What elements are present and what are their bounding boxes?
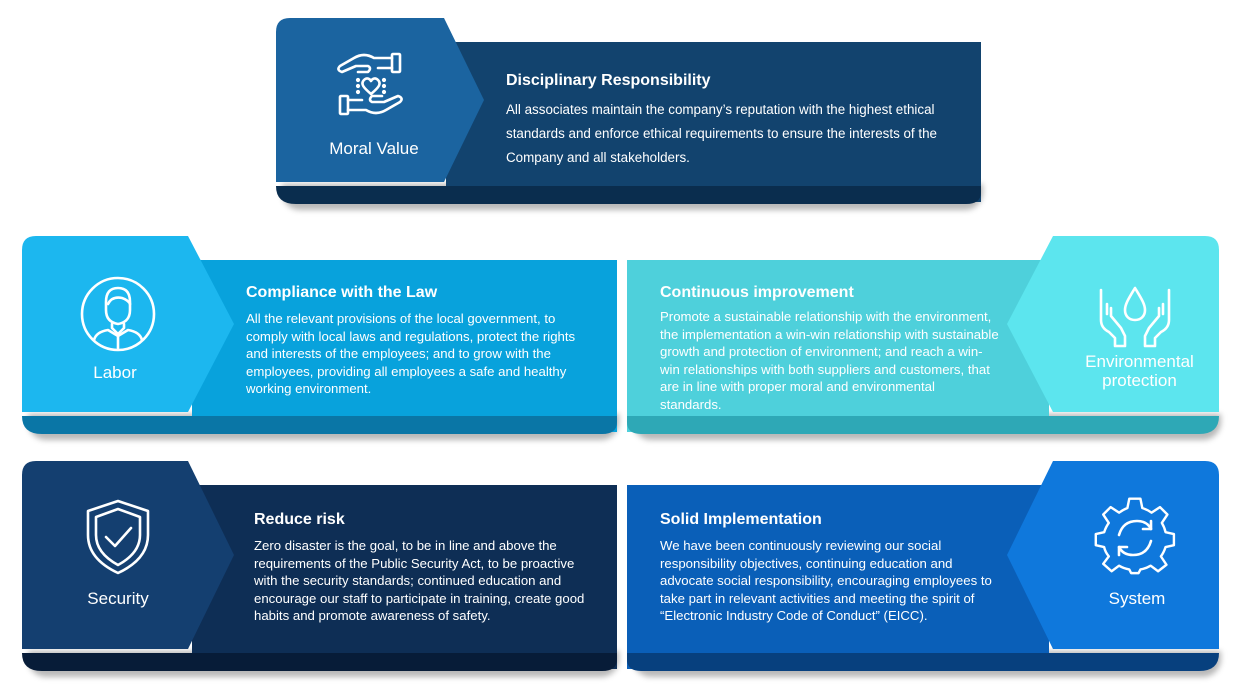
card-title: Compliance with the Law xyxy=(246,284,438,301)
card-description: Zero disaster is the goal, to be in line and above the requirements of the Public Security Act, to be proactive with the security standards; continued education and encourage our staff to participate in training, create good habits and promote awareness of safety. xyxy=(254,538,585,624)
card-moral-value xyxy=(276,18,981,202)
gear-cycle-icon xyxy=(1093,495,1177,579)
card-title: Solid Implementation xyxy=(660,511,822,528)
shield-check-icon xyxy=(82,497,154,577)
card-label: Security xyxy=(87,589,149,608)
card-description: All the relevant provisions of the local government, to comply with local laws and regulations, protect the rights and interests of the employees; and to grow with the employees, providing all employees a safe and healthy working environment. xyxy=(246,311,576,397)
card-description: Promote a sustainable relationship with the environment, the implementation a win-win relationship with sustainable growth and protection of environment; and reach a win-win relationships with both suppliers and customers, that are in line with proper moral and environmental standards. xyxy=(660,309,999,412)
card-title: Reduce risk xyxy=(254,511,345,528)
hands-water-drop-icon xyxy=(1095,280,1175,350)
card-system xyxy=(627,461,1219,669)
card-label: System xyxy=(1108,589,1166,608)
card-label: Environmental protection xyxy=(1085,352,1194,390)
card-labor xyxy=(22,236,617,432)
card-security xyxy=(22,461,617,669)
card-title: Disciplinary Responsibility xyxy=(506,72,711,89)
card-description: We have been continuously reviewing our social responsibility objectives, continuing education and advocate social responsibility, encouraging employees to take part in relevant activities and meeting the spirit of “Electronic Industry Code of Conduct” (EICC). xyxy=(660,538,992,624)
hands-heart-icon xyxy=(334,50,408,120)
card-environmental-protection xyxy=(627,236,1219,432)
card-title: Continuous improvement xyxy=(660,284,854,301)
worker-icon xyxy=(78,274,158,354)
card-label: Moral Value xyxy=(329,139,419,158)
card-label: Labor xyxy=(93,363,137,382)
card-description: All associates maintain the company’s reputation with the highest ethical standards and enforce ethical requirements to ensure the interests of the Company and all stakeholders. xyxy=(506,102,937,165)
